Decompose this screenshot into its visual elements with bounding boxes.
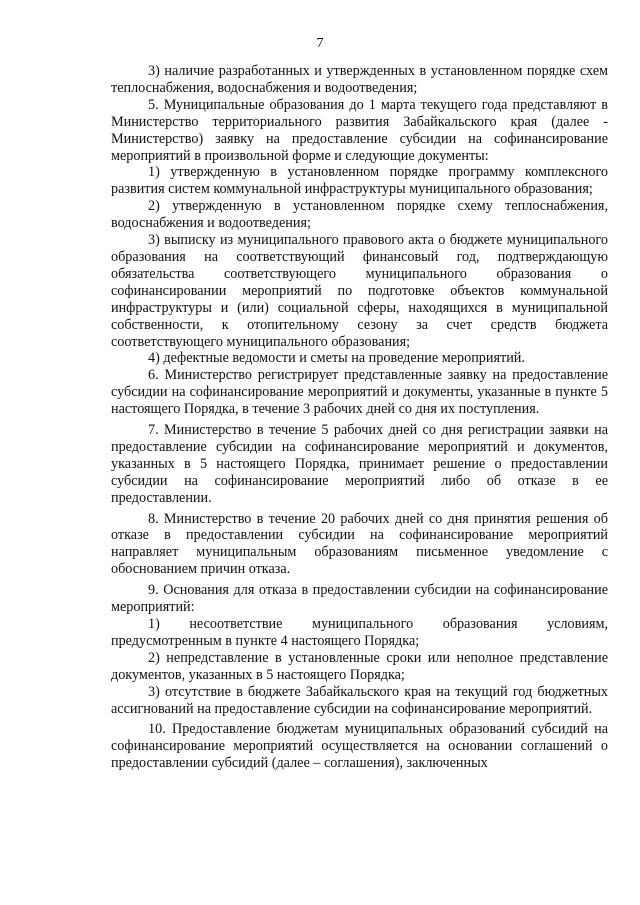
paragraph-8-notification: 8. Министерство в течение 20 рабочих дней со дня принятия решения об отказе в предоставлении субсидии на софинансирование мероприятий направляет муниципальным образованиям письменное уведомление с обоснованием причин отказа.: [111, 510, 608, 578]
paragraph-5-1-program: 1) утвержденную в установленном порядке программу комплексного развития систем коммунальной инфраструктуры муниципального образования;: [111, 164, 608, 198]
paragraph-9-grounds: 9. Основания для отказа в предоставлении субсидии на софинансирование мероприятий:: [111, 582, 608, 616]
paragraph-5-3-extract: 3) выписку из муниципального правового акта о бюджете муниципального образования на соответствующий финансовый год, подтверждающую обязательства соответствующего муниципального образования о софинансировании мероприятий по подготовке объектов коммунальной инфраструктуры и (или) социальной сферы, находящихся в муниципальной собственности, к отопительному сезону за счет средств бюджета соответствующего муниципального образования;: [111, 232, 608, 350]
page-number: 7: [316, 36, 324, 51]
paragraph-5-application: 5. Муниципальные образования до 1 марта текущего года представляют в Министерство территориального развития Забайкальского края (далее - Министерство) заявку на предоставление субсидии на софинансирование мероприятий в произвольной форме и следующие документы:: [111, 96, 608, 164]
paragraph-9-2-nonsubmission: 2) непредставление в установленные сроки или неполное представление документов, указанных в 5 настоящего Порядка;: [111, 649, 608, 683]
paragraph-5-2-scheme: 2) утвержденную в установленном порядке схему теплоснабжения, водоснабжения и водоотведения;: [111, 198, 608, 232]
document-body: [111, 63, 608, 772]
paragraph-5-4-defects: 4) дефектные ведомости и сметы на проведение мероприятий.: [148, 350, 525, 367]
paragraph-schemes: 3) наличие разработанных и утвержденных в установленном порядке схем теплоснабжения, водоснабжения и водоотведения;: [111, 63, 608, 96]
paragraph-9-3-no-budget: 3) отсутствие в бюджете Забайкальского края на текущий год бюджетных ассигнований на предоставление субсидии на софинансирование мероприятий.: [111, 683, 608, 717]
paragraph-6-registration: 6. Министерство регистрирует представленные заявку на предоставление субсидии на софинансирование мероприятий и документы, указанные в пункте 5 настоящего Порядка, в течение 3 рабочих дней со дня их поступления.: [111, 367, 608, 418]
paragraph-9-1-noncompliance: 1) несоответствие муниципального образования условиям, предусмотренным в пункте 4 настоящего Порядка;: [111, 616, 608, 649]
paragraph-10-agreements: 10. Предоставление бюджетам муниципальных образований субсидий на софинансирование мероприятий осуществляется на основании соглашений о предоставлении субсидий (далее – соглашения), заключенных: [111, 721, 608, 772]
paragraph-7-decision: 7. Министерство в течение 5 рабочих дней со дня регистрации заявки на предоставление субсидии на софинансирование мероприятий и документов, указанных в 5 настоящего Порядка, принимает решение о предоставлении субсидии на софинансирование мероприятий либо об отказе в ее предоставлении.: [111, 422, 608, 506]
